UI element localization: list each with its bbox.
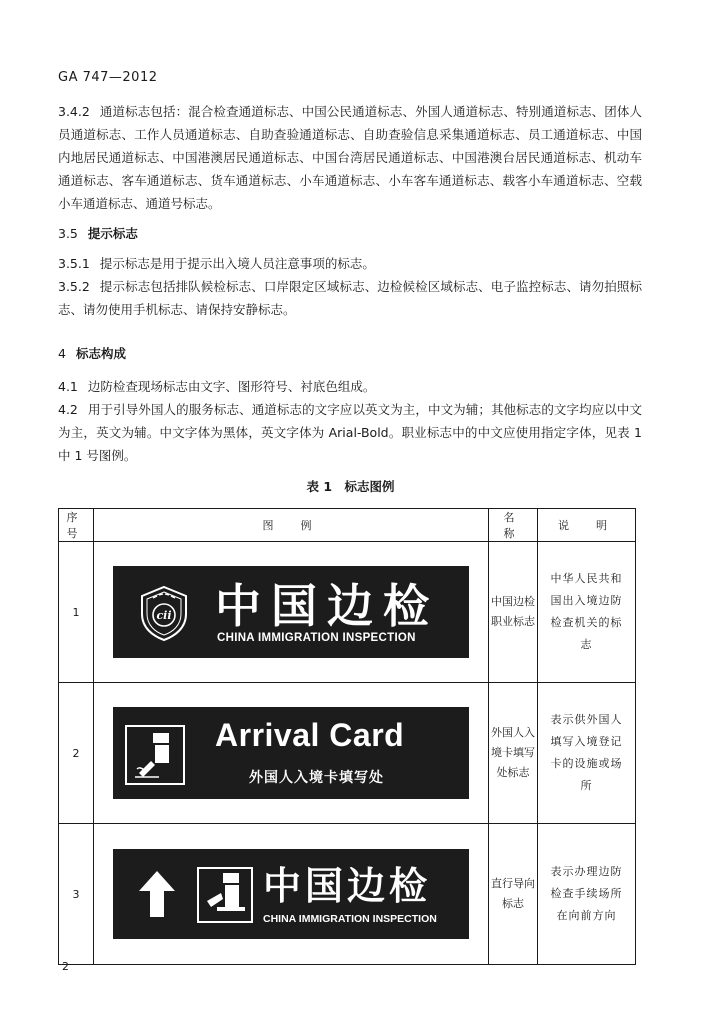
sign-chinese-text: 中国边检 — [215, 579, 439, 633]
clause-4-1 — [58, 375, 642, 398]
sign-english-text: CHINA IMMIGRATION INSPECTION — [217, 632, 416, 644]
header-name: 名 称 — [489, 509, 538, 542]
section-4-heading — [58, 342, 642, 365]
clause-3-5-2 — [58, 275, 642, 321]
clause-text: 提示标志是用于提示出入境人员注意事项的标志。 — [99, 256, 375, 271]
sign-name: 外国人入境卡填写处标志 — [489, 683, 538, 824]
document-code: GA 747—2012 — [58, 70, 158, 85]
clause-text: 用于引导外国人的服务标志、通道标志的文字应以英文为主，中文为辅；其他标志的文字均应以中文为主，英文为辅。中文字体为黑体，英文字体为 Arial-Bold。职业标志中的中文应使用指定字体，见表 1 中 1 号图例。 — [58, 402, 642, 463]
sign-chinese-text: 中国边检 — [263, 864, 432, 908]
sign-description: 中华人民共和国出入境边防检查机关的标志 — [538, 542, 636, 683]
clause-3-4-2 — [58, 100, 642, 215]
card-writing-pictogram-icon — [125, 725, 185, 785]
immigration-officer-pictogram-icon — [197, 867, 253, 923]
sign-name: 直行导向标志 — [489, 824, 538, 965]
sign-english-text: CHINA IMMIGRATION INSPECTION — [263, 913, 437, 925]
clause-3-5-1 — [58, 252, 642, 275]
row-number: 2 — [59, 683, 94, 824]
section-3-5-heading — [58, 222, 642, 245]
sign-border-inspection — [113, 566, 469, 658]
border-inspection-emblem-icon — [135, 584, 193, 642]
sign-legend-table — [58, 508, 636, 965]
sign-direction-straight — [113, 849, 469, 939]
clause-number: 4.2 — [58, 402, 78, 417]
clause-text: 边防检查现场标志由文字、图形符号、衬底色组成。 — [87, 379, 376, 394]
row-number: 3 — [59, 824, 94, 965]
sign-image-cell — [94, 824, 489, 965]
table-row — [59, 824, 636, 965]
header-no: 序号 — [59, 509, 94, 542]
sign-name: 中国边检职业标志 — [489, 542, 538, 683]
table-caption: 表 1 标志图例 — [306, 479, 395, 494]
page-number: 2 — [62, 960, 69, 973]
sign-description: 表示办理边防检查手续场所在向前方向 — [538, 824, 636, 965]
sign-chinese-text: 外国人入境卡填写处 — [249, 770, 384, 786]
section-number: 4 — [58, 346, 66, 361]
clause-4-2 — [58, 398, 642, 467]
sign-english-text: Arrival Card — [215, 717, 405, 753]
table-row — [59, 683, 636, 824]
clause-text: 通道标志包括：混合检查通道标志、中国公民通道标志、外国人通道标志、特别通道标志、团体人员通道标志、工作人员通道标志、自助查验通道标志、自助查验信息采集通道标志、员工通道标志、中国内地居民通道标志、中国港澳居民通道标志、中国台湾居民通道标志、中国港澳台居民通道标志、机动车通道标志、客车通道标志、货车通道标志、小车通道标志、小车客车通道标志、载客小车通道标志、空载小车通道标志、通道号标志。 — [58, 104, 642, 211]
clause-number: 4.1 — [58, 379, 78, 394]
sign-description: 表示供外国人填写入境登记卡的设施或场所 — [538, 683, 636, 824]
clause-number: 3.5.1 — [58, 256, 90, 271]
row-number: 1 — [59, 542, 94, 683]
clause-number: 3.5.2 — [58, 279, 90, 294]
sign-arrival-card — [113, 707, 469, 799]
sign-image-cell — [94, 683, 489, 824]
arrow-up-icon — [137, 869, 177, 919]
table-header-row — [59, 509, 636, 542]
clause-text: 提示标志包括排队候检标志、口岸限定区域标志、边检候检区域标志、电子监控标志、请勿拍照标志、请勿使用手机标志、请保持安静标志。 — [58, 279, 642, 317]
table-row — [59, 542, 636, 683]
header-image: 图 例 — [94, 509, 489, 542]
svg-text:cii: cii — [156, 609, 172, 622]
header-description: 说 明 — [538, 509, 636, 542]
section-number: 3.5 — [58, 226, 78, 241]
sign-image-cell — [94, 542, 489, 683]
section-title: 标志构成 — [75, 346, 126, 361]
section-title: 提示标志 — [87, 226, 138, 241]
clause-number: 3.4.2 — [58, 104, 90, 119]
